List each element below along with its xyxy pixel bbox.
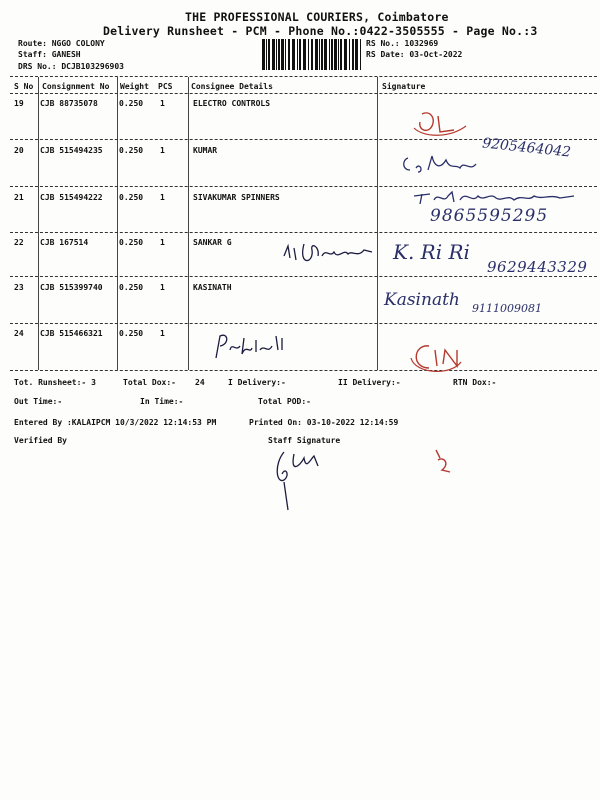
handwritten-name-row23: Kasinath <box>384 290 460 310</box>
row-pcs: 1 <box>160 99 165 108</box>
printed-on: Printed On: 03-10-2022 12:14:59 <box>249 418 399 427</box>
handwritten-phone-row21: 9865595295 <box>430 206 549 226</box>
row-weight: 0.250 <box>119 193 144 202</box>
row-weight: 0.250 <box>119 238 144 247</box>
row-consignee: SIVAKUMAR SPINNERS <box>193 193 280 202</box>
drs-number: DRS No.: DCJB103296903 <box>18 62 124 71</box>
handwritten-name-row22: K. Ri Ri <box>393 240 470 264</box>
row-consignment: CJB 515466321 <box>40 329 103 338</box>
row-separator <box>10 323 597 324</box>
row-consignment: CJB 167514 <box>40 238 89 247</box>
total-dox-value: 24 <box>195 378 205 387</box>
row-weight: 0.250 <box>119 99 144 108</box>
staff-label: Staff: GANESH <box>18 50 81 59</box>
signature-row24 <box>405 340 465 376</box>
rs-number: RS No.: 1032969 <box>366 39 439 48</box>
route-label: Route: NGGO COLONY <box>18 39 105 48</box>
row-pcs: 1 <box>160 283 165 292</box>
col-header-consignment: Consignment No <box>42 82 110 91</box>
in-time: In Time:- <box>140 397 184 406</box>
signature-row21 <box>410 186 580 208</box>
rtn-dox: RTN Dox:- <box>453 378 497 387</box>
barcode-image <box>262 39 362 70</box>
row-consignment: CJB 88735078 <box>40 99 98 108</box>
table-top-rule <box>10 76 597 77</box>
row-sno: 19 <box>14 99 24 108</box>
runsheet-title: Delivery Runsheet - PCM - Phone No.:0422-3505555 - Page No.:3 <box>103 24 538 38</box>
first-delivery: I Delivery:- <box>228 378 286 387</box>
total-dox-label: Total Dox:- <box>123 378 176 387</box>
row-consignment: CJB 515494222 <box>40 193 103 202</box>
col-divider <box>117 77 118 370</box>
row-pcs: 1 <box>160 329 165 338</box>
row-pcs: 1 <box>160 146 165 155</box>
col-header-consignee: Consignee Details <box>191 82 273 91</box>
col-header-pcs: PCS <box>158 82 173 91</box>
table-header-rule <box>10 93 597 94</box>
signature-row19 <box>410 108 470 140</box>
col-header-signature: Signature <box>382 82 426 91</box>
row-sno: 24 <box>14 329 24 338</box>
entered-by: Entered By :KALAIPCM 10/3/2022 12:14:53 PM <box>14 418 217 427</box>
row-consignee: SANKAR G <box>193 238 232 247</box>
row-weight: 0.250 <box>119 329 144 338</box>
row-pcs: 1 <box>160 238 165 247</box>
row-sno: 23 <box>14 283 24 292</box>
col-divider <box>188 77 189 370</box>
row-separator <box>10 232 597 233</box>
row-consignee: KASINATH <box>193 283 232 292</box>
row-consignment: CJB 515399740 <box>40 283 103 292</box>
col-header-sno: S No <box>14 82 34 91</box>
row-sno: 21 <box>14 193 24 202</box>
row-consignment: CJB 515494235 <box>40 146 103 155</box>
second-delivery: II Delivery:- <box>338 378 401 387</box>
handwritten-phone-row23: 9111009081 <box>472 302 542 315</box>
row-pcs: 1 <box>160 193 165 202</box>
table-bottom-rule <box>10 370 597 371</box>
handwritten-phone-row20: 9205464042 <box>481 135 572 161</box>
consignee-signature-row24 <box>210 330 290 364</box>
col-divider <box>377 77 378 370</box>
row-consignee: KUMAR <box>193 146 218 155</box>
row-separator <box>10 276 597 277</box>
rs-date: RS Date: 03-Oct-2022 <box>366 50 463 59</box>
row-weight: 0.250 <box>119 283 144 292</box>
col-header-weight: Weight <box>120 82 149 91</box>
staff-signature-label: Staff Signature <box>268 436 341 445</box>
red-check-mark <box>430 446 456 476</box>
row-weight: 0.250 <box>119 146 144 155</box>
handwritten-phone-row22: 9629443329 <box>487 258 588 276</box>
verified-by: Verified By <box>14 436 67 445</box>
consignee-signature-row22 <box>280 236 380 272</box>
col-divider <box>38 77 39 370</box>
signature-row20 <box>400 150 480 180</box>
row-sno: 22 <box>14 238 24 247</box>
total-pod: Total POD:- <box>258 397 311 406</box>
company-title: THE PROFESSIONAL COURIERS, Coimbatore <box>185 10 449 24</box>
staff-signature <box>270 444 330 514</box>
total-runsheet: Tot. Runsheet:- 3 <box>14 378 96 387</box>
out-time: Out Time:- <box>14 397 63 406</box>
row-sno: 20 <box>14 146 24 155</box>
row-consignee: ELECTRO CONTROLS <box>193 99 271 108</box>
